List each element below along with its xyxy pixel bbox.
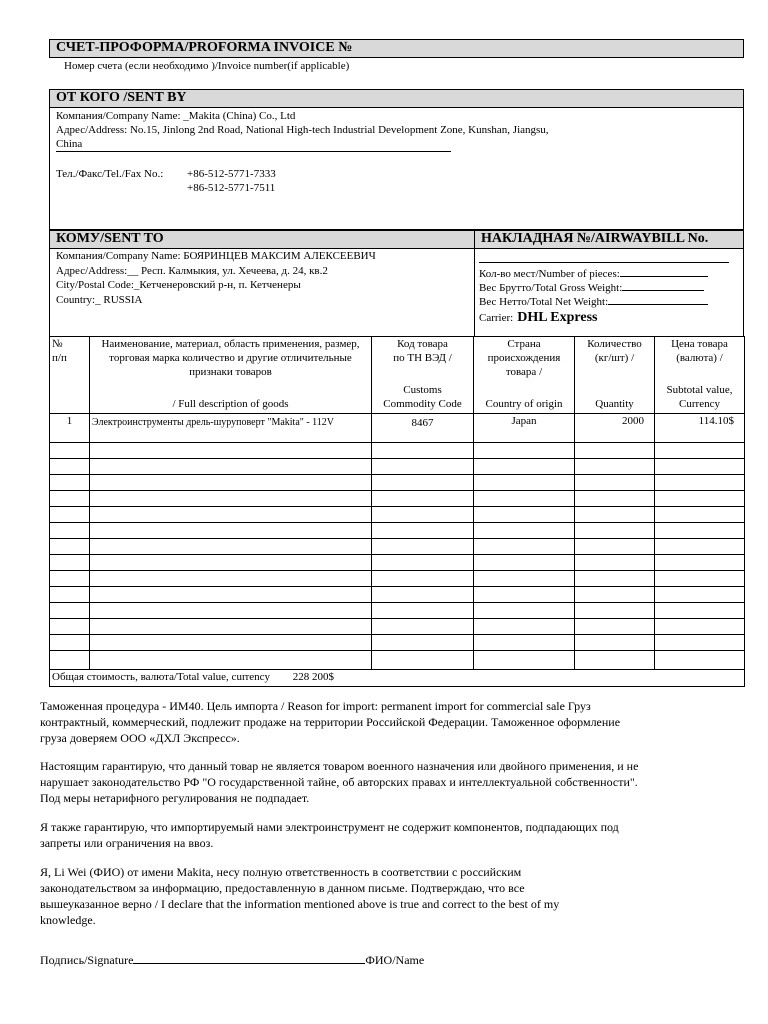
empty-cell	[474, 475, 575, 491]
responsibility-paragraph: Я, Li Wei (ФИО) от имени Makita, несу полную ответственность в соответствии с российским законодательством за информацию, предоставленную в данном письме. Подтверждаю, что все вышеуказанное верно / I declare that the information mentioned above is true and correct to the best of my knowledge.	[40, 865, 560, 927]
empty-cell	[50, 587, 90, 603]
empty-cell	[372, 571, 474, 587]
empty-cell	[655, 603, 745, 619]
col-code-sublabel: Customs Commodity Code	[383, 384, 462, 410]
gross-weight-label: Вес Брутто/Total Gross Weight:	[479, 282, 623, 294]
empty-cell	[90, 635, 372, 651]
empty-cell	[575, 539, 655, 555]
empty-cell	[372, 635, 474, 651]
col-desc-sublabel: / Full description of goods	[172, 398, 289, 410]
recipient-city: City/Postal Code:_Кетченеровский р-н, п. Кетченеры	[56, 279, 301, 291]
empty-cell	[90, 539, 372, 555]
col-price-label: Цена товара (валюта) /	[671, 338, 728, 364]
empty-cell	[655, 459, 745, 475]
table-row-empty	[50, 587, 745, 603]
col-qty-sublabel: Quantity	[595, 398, 634, 410]
signature-input-line[interactable]	[133, 951, 365, 964]
signature-label: Подпись/Signature	[40, 953, 134, 967]
recipient-company: Компания/Company Name: БОЯРИНЦЕВ МАКСИМ АЛЕКСЕЕВИЧ	[56, 250, 376, 262]
empty-cell	[474, 587, 575, 603]
empty-cell	[655, 619, 745, 635]
empty-cell	[655, 507, 745, 523]
empty-cell	[575, 443, 655, 459]
table-row-empty	[50, 539, 745, 555]
empty-cell	[50, 523, 90, 539]
empty-cell	[575, 603, 655, 619]
empty-cell	[575, 475, 655, 491]
name-label: ФИО/Name	[365, 953, 425, 967]
net-weight-label: Вес Нетто/Total Net Weight:	[479, 296, 609, 308]
col-origin-header	[474, 337, 575, 414]
empty-cell	[474, 571, 575, 587]
empty-cell	[474, 459, 575, 475]
invoice-title: СЧЕТ-ПРОФОРМА/PROFORMA INVOICE №	[49, 39, 744, 58]
empty-cell	[655, 443, 745, 459]
table-row-empty	[50, 459, 745, 475]
empty-cell	[575, 459, 655, 475]
sender-country: China	[56, 138, 83, 150]
empty-cell	[372, 491, 474, 507]
empty-cell	[90, 619, 372, 635]
empty-cell	[372, 619, 474, 635]
col-desc-header	[90, 337, 372, 414]
table-row-empty	[50, 619, 745, 635]
empty-cell	[372, 459, 474, 475]
empty-cell	[575, 507, 655, 523]
empty-cell	[655, 539, 745, 555]
empty-cell	[372, 523, 474, 539]
empty-cell	[90, 523, 372, 539]
carrier-value: DHL Express	[517, 310, 598, 325]
empty-cell	[474, 603, 575, 619]
sender-phone-1: +86-512-5771-7333	[187, 168, 276, 180]
sender-company: Компания/Company Name: _Makita (China) Co., Ltd	[56, 110, 296, 122]
empty-cell	[655, 475, 745, 491]
col-code-header	[372, 337, 474, 414]
table-row-empty	[50, 635, 745, 651]
sender-heading: ОТ КОГО /SENT BY	[49, 89, 744, 108]
empty-cell	[90, 571, 372, 587]
carrier-label: Carrier:	[479, 312, 514, 324]
customs-procedure-paragraph: Таможенная процедура - ИМ40. Цель импорта / Reason for import: permanent import for commercial sale Груз контрактный, коммерческий, подлежит продаже на территории Российской Федерации. Таможенное оформление груза доверяем ООО «ДХЛ Экспресс».	[40, 699, 621, 745]
empty-cell	[655, 651, 745, 670]
empty-cell	[474, 619, 575, 635]
table-row-empty	[50, 571, 745, 587]
col-origin-sublabel: Country of origin	[485, 398, 563, 410]
sender-phone-2: +86-512-5771-7511	[187, 182, 276, 194]
empty-cell	[50, 555, 90, 571]
col-code-label: Код товара по ТН ВЭД /	[393, 338, 452, 364]
pieces-label: Кол-во мест/Number of pieces:	[479, 268, 620, 280]
empty-cell	[50, 571, 90, 587]
table-row-empty	[50, 603, 745, 619]
cell-num: 1	[50, 414, 90, 443]
recipient-country: Country:_ RUSSIA	[56, 294, 143, 306]
empty-cell	[50, 507, 90, 523]
empty-cell	[50, 443, 90, 459]
recipient-address: Адрес/Address:__ Респ. Калмыкия, ул. Хечеева, д. 24, кв.2	[56, 265, 328, 277]
cell-code: 8467	[372, 414, 474, 443]
empty-cell	[50, 475, 90, 491]
sender-phone-label: Тел./Факс/Tel./Fax No.:	[56, 168, 164, 180]
net-weight-field	[479, 293, 708, 309]
col-price-header	[655, 337, 745, 414]
airwaybill-number-line	[479, 262, 729, 263]
empty-cell	[90, 555, 372, 571]
pieces-line	[620, 265, 708, 277]
table-row-empty	[50, 651, 745, 670]
empty-cell	[655, 555, 745, 571]
col-origin-label: Страна происхождения товара /	[487, 338, 561, 378]
col-desc-label: Наименование, материал, область применения, размер, торговая марка количество и другие отличительные признаки товаров	[101, 338, 360, 378]
empty-cell	[50, 539, 90, 555]
empty-cell	[575, 523, 655, 539]
cell-origin: Japan	[474, 414, 575, 443]
table-row-empty	[50, 475, 745, 491]
table-row-empty	[50, 443, 745, 459]
cell-qty: 2000	[575, 414, 655, 443]
empty-cell	[372, 651, 474, 670]
empty-cell	[474, 443, 575, 459]
empty-cell	[372, 475, 474, 491]
guarantee-paragraph: Настоящим гарантирую, что данный товар не является товаром военного назначения или двойного применения, и не нарушает законодательство РФ "О государственной тайне, об авторских правах и интеллектуальной собственности". Под меры нетарифного регулирования не подпадает.	[40, 759, 639, 805]
empty-cell	[50, 459, 90, 475]
empty-cell	[50, 635, 90, 651]
empty-cell	[372, 555, 474, 571]
empty-cell	[90, 587, 372, 603]
empty-cell	[575, 651, 655, 670]
table-row-empty	[50, 507, 745, 523]
table-row-empty	[50, 491, 745, 507]
cell-desc: Электроинструменты дрель-шуруповерт "Makita" - 112V	[90, 414, 372, 443]
empty-cell	[50, 491, 90, 507]
empty-cell	[575, 571, 655, 587]
col-price-sublabel: Subtotal value, Currency	[666, 384, 733, 410]
recipient-box	[49, 248, 475, 337]
empty-cell	[474, 635, 575, 651]
col-qty-header	[575, 337, 655, 414]
empty-cell	[50, 619, 90, 635]
components-paragraph: Я также гарантирую, что импортируемый нами электроинструмент не содержит компонентов, подпадающих под запреты или ограничения на ввоз.	[40, 820, 619, 850]
empty-cell	[655, 491, 745, 507]
col-num-header	[50, 337, 90, 414]
empty-cell	[655, 635, 745, 651]
empty-cell	[90, 443, 372, 459]
empty-cell	[90, 459, 372, 475]
empty-cell	[50, 651, 90, 670]
empty-cell	[575, 555, 655, 571]
table-row-empty	[50, 523, 745, 539]
empty-cell	[575, 587, 655, 603]
goods-header-row	[50, 337, 745, 414]
empty-cell	[474, 651, 575, 670]
empty-cell	[655, 571, 745, 587]
empty-cell	[575, 635, 655, 651]
empty-cell	[474, 523, 575, 539]
empty-cell	[575, 491, 655, 507]
empty-cell	[372, 539, 474, 555]
empty-cell	[90, 651, 372, 670]
empty-cell	[575, 619, 655, 635]
empty-cell	[474, 555, 575, 571]
sender-address: Адрес/Address: No.15, Jinlong 2nd Road, National High-tech Industrial Development Zone, Kunshan, Jiangsu,	[56, 124, 549, 136]
total-row	[50, 670, 745, 687]
invoice-number-note: Номер счета (если необходимо )/Invoice number(if applicable)	[64, 60, 350, 72]
empty-cell	[90, 475, 372, 491]
total-value: 228 200$	[292, 671, 335, 683]
col-num-label: № п/п	[52, 338, 67, 364]
empty-cell	[474, 507, 575, 523]
empty-cell	[655, 523, 745, 539]
col-qty-label: Количество (кг/шт) /	[587, 338, 642, 364]
empty-cell	[50, 603, 90, 619]
airwaybill-box	[474, 248, 744, 337]
gross-weight-line	[622, 279, 704, 291]
empty-cell	[90, 507, 372, 523]
empty-cell	[655, 587, 745, 603]
sender-box	[49, 107, 744, 230]
empty-cell	[90, 603, 372, 619]
total-cell	[50, 670, 745, 687]
airwaybill-heading: НАКЛАДНАЯ №/AIRWAYBILL No.	[474, 230, 744, 249]
signature-line	[40, 951, 424, 968]
table-row	[50, 414, 745, 443]
empty-cell	[372, 443, 474, 459]
cell-price: 114.10$	[655, 414, 745, 443]
total-label: Общая стоимость, валюта/Total value, currency	[52, 671, 271, 683]
empty-cell	[474, 539, 575, 555]
carrier-field	[479, 308, 597, 326]
recipient-heading: КОМУ/SENT TO	[49, 230, 475, 249]
empty-cell	[372, 507, 474, 523]
sender-address-country	[56, 137, 451, 152]
goods-table	[49, 336, 745, 687]
empty-cell	[474, 491, 575, 507]
table-row-empty	[50, 555, 745, 571]
net-weight-line	[608, 293, 708, 305]
empty-cell	[372, 603, 474, 619]
empty-cell	[90, 491, 372, 507]
empty-cell	[372, 587, 474, 603]
